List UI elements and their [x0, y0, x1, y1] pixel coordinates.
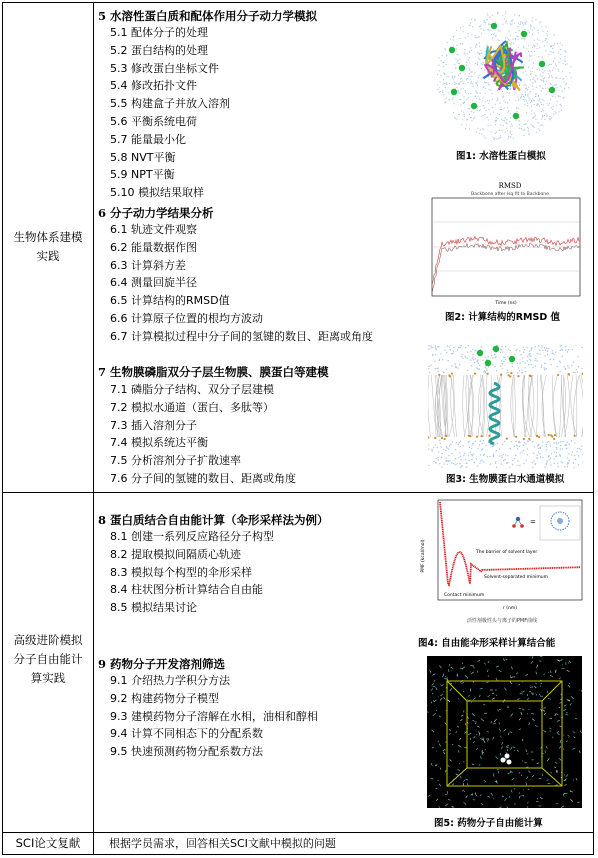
list-item: 5.7 能量最小化	[110, 132, 186, 146]
list-item: 9.4 计算不同相态下的分配系数	[110, 727, 263, 741]
list-item: 5.6 平衡系统电荷	[110, 115, 197, 128]
row-label-free-energy: 高级进阶模拟 分子自由能计 算实践	[13, 633, 83, 685]
row-label-modeling: 生物体系建模 实践	[13, 230, 83, 263]
pmf-contact-annotation: Contact minimum	[444, 593, 485, 598]
svg-text:=: =	[530, 518, 536, 526]
list-item: 5.3 修改蛋白坐标文件	[110, 61, 219, 75]
list-item: 6.4 测量回旋半径	[110, 276, 197, 290]
figure-5-caption: 图5: 药物分子自由能计算	[434, 818, 543, 829]
list-item: 5.5 构建盒子并放入溶剂	[110, 97, 230, 111]
pmf-barrier-annotation: The barrier of solvent layer	[476, 550, 538, 555]
rmsd-subtitle: Backbone after lsq fit to Backbone	[471, 192, 549, 197]
list-item: 7.3 插入溶剂分子	[110, 418, 197, 432]
list-item: 7.1 磷脂分子结构、双分子层建模	[110, 383, 274, 396]
rmsd-x-label: Time (ns)	[495, 301, 517, 306]
list-item: 9.5 快速预测药物分配系数方法	[110, 745, 263, 759]
list-item: 5.10 模拟结果取样	[110, 186, 204, 200]
list-item: 5.9 NPT平衡	[110, 168, 175, 182]
section-6-title: 6 分子动力学结果分析	[98, 206, 214, 220]
figure-3-caption: 图3: 生物膜蛋白水通道模拟	[446, 474, 565, 485]
figure-1-caption: 图1: 水溶性蛋白模拟	[456, 151, 546, 162]
list-item: 5.4 修改拓扑文件	[110, 79, 197, 93]
pmf-plot	[418, 496, 586, 628]
list-item: 6.1 轨迹文件观察	[110, 223, 197, 236]
list-item: 6.2 能量数据作图	[110, 240, 197, 254]
section-8-title: 8 蛋白质结合自由能计算（伞形采样法为例）	[98, 513, 329, 527]
row-label-sci: SCI论文复献	[15, 836, 81, 850]
protein-solvation-image	[424, 6, 584, 146]
figure-4-caption: 图4: 自由能伞形采样计算结合能	[418, 638, 556, 649]
list-item: 7.5 分析溶剂分子扩散速率	[110, 454, 241, 468]
list-item: 6.6 计算原子位置的根均方波动	[110, 312, 263, 325]
list-item: 8.3 模拟每个构型的伞形采样	[110, 565, 252, 579]
pmf-x-label: r (nm)	[502, 606, 518, 611]
pmf-y-label: PMF (kcal/mol)	[421, 539, 426, 573]
section-5-title: 5 水溶性蛋白质和配体作用分子动力学模拟	[98, 9, 318, 23]
list-item: 8.1 创建一系列反应路径分子构型	[110, 530, 274, 543]
list-item: 6.5 计算结构的RMSD值	[110, 294, 230, 308]
list-item: 5.2 蛋白结构的处理	[110, 43, 208, 57]
list-item: 8.5 模拟结果讨论	[110, 601, 197, 615]
column-divider	[93, 2, 94, 855]
pmf-chart-caption: 活性剂极性头与离子的PMF曲线	[466, 618, 538, 624]
list-item: 9.2 构建药物分子模型	[110, 691, 219, 705]
sci-description: 根据学员需求，回答相关SCI文献中模拟的问题	[109, 837, 336, 850]
list-item: 7.6 分子间的氢键的数目、距离或角度	[110, 472, 296, 485]
row-divider-1	[2, 492, 594, 493]
drug-box-image	[427, 656, 582, 808]
row-divider-2	[2, 832, 594, 833]
list-item: 8.2 提取模拟间隔质心轨迹	[110, 547, 241, 561]
list-item: 8.4 柱状图分析计算结合自由能	[110, 583, 263, 597]
list-item: 6.7 计算模拟过程中分子间的氢键的数目、距离或角度	[110, 329, 373, 343]
list-item: 6.3 计算斜方差	[110, 258, 186, 272]
pmf-solvent-annotation: Solvent-separated minimum	[484, 575, 549, 580]
section-9-title: 9 药物分子开发溶剂筛选	[98, 657, 226, 671]
figure-2-caption: 图2: 计算结构的RMSD 值	[445, 312, 561, 323]
list-item: 5.1 配体分子的处理	[110, 26, 208, 39]
membrane-channel-image	[428, 345, 583, 468]
list-item: 9.1 介绍热力学积分方法	[110, 674, 230, 687]
section-7-title: 7 生物膜磷脂双分子层生物膜、膜蛋白等建模	[98, 365, 329, 379]
list-item: 9.3 建模药物分子溶解在水相，油相和醇相	[110, 709, 318, 723]
list-item: 7.4 模拟系统达平衡	[110, 436, 208, 450]
rmsd-title: RMSD	[498, 182, 522, 190]
rmsd-plot	[420, 178, 585, 308]
list-item: 5.8 NVT平衡	[110, 150, 176, 164]
list-item: 7.2 模拟水通道（蛋白、多肽等）	[110, 400, 274, 414]
